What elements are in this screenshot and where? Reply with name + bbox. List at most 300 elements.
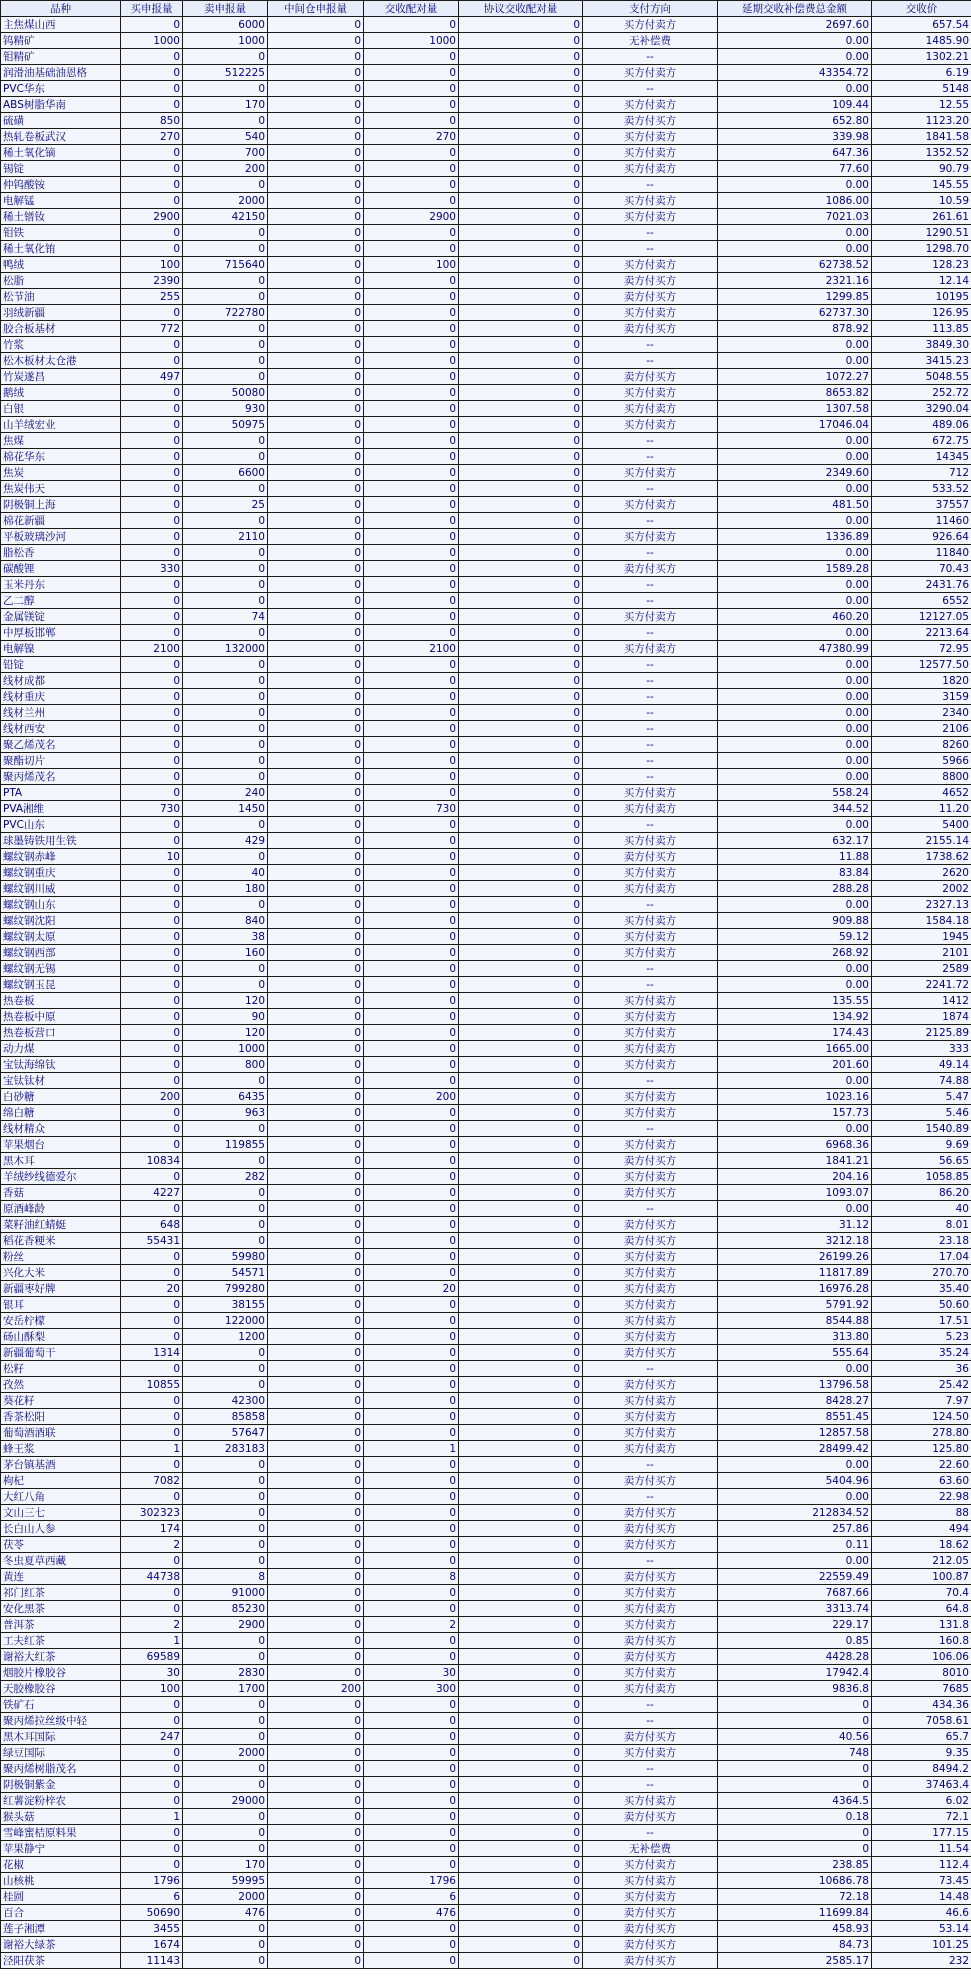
cell-sell-declared: 0	[183, 753, 268, 769]
cell-variety: 聚酯切片	[1, 753, 121, 769]
cell-payment-direction: 买方付卖方	[583, 1281, 718, 1297]
cell-intermediate-declared: 0	[268, 913, 364, 929]
table-row	[1, 225, 971, 241]
cell-deferred-compensation: 84.73	[718, 1937, 872, 1953]
table-row	[1, 465, 971, 481]
cell-payment-direction: --	[583, 1073, 718, 1089]
cell-matched-volume: 0	[364, 1729, 459, 1745]
cell-intermediate-declared: 0	[268, 705, 364, 721]
header-variety: 品种	[1, 1, 121, 17]
table-row	[1, 1793, 971, 1809]
cell-payment-direction: 买方付卖方	[583, 401, 718, 417]
table-row	[1, 1137, 971, 1153]
cell-agreement-matched-volume: 0	[459, 849, 583, 865]
table-row	[1, 577, 971, 593]
table-row	[1, 993, 971, 1009]
cell-matched-volume: 20	[364, 1281, 459, 1297]
cell-buy-declared: 0	[121, 1553, 183, 1569]
cell-intermediate-declared: 0	[268, 721, 364, 737]
cell-payment-direction: --	[583, 961, 718, 977]
cell-buy-declared: 0	[121, 1201, 183, 1217]
cell-agreement-matched-volume: 0	[459, 1697, 583, 1713]
cell-settlement-price: 11460	[872, 513, 971, 529]
cell-variety: 银耳	[1, 1297, 121, 1313]
cell-matched-volume: 0	[364, 609, 459, 625]
cell-agreement-matched-volume: 0	[459, 577, 583, 593]
cell-buy-declared: 0	[121, 993, 183, 1009]
cell-payment-direction: 卖方付买方	[583, 1377, 718, 1393]
cell-variety: 冬虫夏草西藏	[1, 1553, 121, 1569]
cell-agreement-matched-volume: 0	[459, 273, 583, 289]
cell-intermediate-declared: 0	[268, 161, 364, 177]
cell-sell-declared: 715640	[183, 257, 268, 273]
cell-sell-declared: 0	[183, 177, 268, 193]
cell-settlement-price: 50.60	[872, 1297, 971, 1313]
cell-variety: 线材精众	[1, 1121, 121, 1137]
cell-sell-declared: 0	[183, 321, 268, 337]
cell-settlement-price: 8494.2	[872, 1761, 971, 1777]
cell-payment-direction: 卖方付买方	[583, 289, 718, 305]
cell-agreement-matched-volume: 0	[459, 161, 583, 177]
table-row	[1, 257, 971, 273]
cell-intermediate-declared: 0	[268, 433, 364, 449]
cell-payment-direction: 卖方付买方	[583, 1921, 718, 1937]
cell-payment-direction: 买方付卖方	[583, 1745, 718, 1761]
cell-agreement-matched-volume: 0	[459, 1361, 583, 1377]
cell-buy-declared: 3455	[121, 1921, 183, 1937]
cell-intermediate-declared: 0	[268, 673, 364, 689]
cell-buy-declared: 0	[121, 1761, 183, 1777]
cell-buy-declared: 6	[121, 1889, 183, 1905]
cell-matched-volume: 0	[364, 1137, 459, 1153]
cell-deferred-compensation: 0.00	[718, 753, 872, 769]
cell-settlement-price: 11.20	[872, 801, 971, 817]
cell-payment-direction: 买方付卖方	[583, 1041, 718, 1057]
cell-settlement-price: 278.80	[872, 1425, 971, 1441]
cell-intermediate-declared: 0	[268, 1233, 364, 1249]
cell-settlement-price: 5966	[872, 753, 971, 769]
cell-deferred-compensation: 0.00	[718, 977, 872, 993]
cell-matched-volume: 0	[364, 289, 459, 305]
cell-settlement-price: 926.64	[872, 529, 971, 545]
cell-buy-declared: 0	[121, 1249, 183, 1265]
cell-variety: 钨精矿	[1, 33, 121, 49]
cell-variety: 竹浆	[1, 337, 121, 353]
cell-variety: 螺纹钢沈阳	[1, 913, 121, 929]
table-row	[1, 1345, 971, 1361]
cell-sell-declared: 0	[183, 369, 268, 385]
table-row	[1, 1921, 971, 1937]
cell-intermediate-declared: 0	[268, 1025, 364, 1041]
cell-agreement-matched-volume: 0	[459, 1649, 583, 1665]
cell-agreement-matched-volume: 0	[459, 1921, 583, 1937]
cell-intermediate-declared: 0	[268, 97, 364, 113]
cell-deferred-compensation: 909.88	[718, 913, 872, 929]
cell-buy-declared: 0	[121, 689, 183, 705]
cell-settlement-price: 6552	[872, 593, 971, 609]
cell-sell-declared: 38155	[183, 1297, 268, 1313]
cell-variety: 安岳柠檬	[1, 1313, 121, 1329]
cell-payment-direction: 卖方付买方	[583, 1521, 718, 1537]
cell-intermediate-declared: 0	[268, 1697, 364, 1713]
cell-sell-declared: 6600	[183, 465, 268, 481]
cell-variety: 山羊绒宏业	[1, 417, 121, 433]
cell-variety: 黑木耳	[1, 1153, 121, 1169]
cell-payment-direction: 买方付卖方	[583, 865, 718, 881]
cell-variety: 桂圆	[1, 1889, 121, 1905]
cell-settlement-price: 177.15	[872, 1825, 971, 1841]
table-row	[1, 1025, 971, 1041]
cell-deferred-compensation: 11817.89	[718, 1265, 872, 1281]
cell-matched-volume: 0	[364, 705, 459, 721]
cell-payment-direction: 买方付卖方	[583, 1617, 718, 1633]
cell-settlement-price: 2125.89	[872, 1025, 971, 1041]
cell-agreement-matched-volume: 0	[459, 1217, 583, 1233]
cell-variety: 脂松香	[1, 545, 121, 561]
cell-settlement-price: 160.8	[872, 1633, 971, 1649]
cell-deferred-compensation: 31.12	[718, 1217, 872, 1233]
cell-payment-direction: --	[583, 1361, 718, 1377]
cell-deferred-compensation: 0.00	[718, 769, 872, 785]
cell-sell-declared: 0	[183, 1457, 268, 1473]
cell-deferred-compensation: 2585.17	[718, 1953, 872, 1969]
cell-deferred-compensation: 47380.99	[718, 641, 872, 657]
cell-settlement-price: 3415.23	[872, 353, 971, 369]
cell-payment-direction: 卖方付买方	[583, 369, 718, 385]
cell-intermediate-declared: 0	[268, 1601, 364, 1617]
cell-payment-direction: 卖方付买方	[583, 1537, 718, 1553]
table-row	[1, 1761, 971, 1777]
cell-buy-declared: 0	[121, 145, 183, 161]
cell-matched-volume: 0	[364, 513, 459, 529]
cell-settlement-price: 7685	[872, 1681, 971, 1697]
cell-matched-volume: 0	[364, 833, 459, 849]
cell-intermediate-declared: 0	[268, 1953, 364, 1969]
cell-settlement-price: 3290.04	[872, 401, 971, 417]
cell-variety: 山核桃	[1, 1873, 121, 1889]
cell-deferred-compensation: 17942.4	[718, 1665, 872, 1681]
header-payment-direction: 支付方向	[583, 1, 718, 17]
cell-sell-declared: 0	[183, 49, 268, 65]
cell-variety: PVC华东	[1, 81, 121, 97]
table-row	[1, 529, 971, 545]
cell-settlement-price: 73.45	[872, 1873, 971, 1889]
cell-variety: 焦煤	[1, 433, 121, 449]
cell-sell-declared: 90	[183, 1009, 268, 1025]
cell-buy-declared: 0	[121, 401, 183, 417]
cell-variety: 蜂王浆	[1, 1441, 121, 1457]
table-row	[1, 945, 971, 961]
cell-sell-declared: 0	[183, 737, 268, 753]
cell-agreement-matched-volume: 0	[459, 1457, 583, 1473]
cell-agreement-matched-volume: 0	[459, 1841, 583, 1857]
cell-variety: 金属镁锭	[1, 609, 121, 625]
cell-matched-volume: 0	[364, 1249, 459, 1265]
cell-buy-declared: 0	[121, 977, 183, 993]
cell-sell-declared: 0	[183, 673, 268, 689]
cell-sell-declared: 512225	[183, 65, 268, 81]
cell-matched-volume: 0	[364, 1777, 459, 1793]
cell-agreement-matched-volume: 0	[459, 1281, 583, 1297]
cell-deferred-compensation: 28499.42	[718, 1441, 872, 1457]
cell-agreement-matched-volume: 0	[459, 1937, 583, 1953]
cell-intermediate-declared: 0	[268, 401, 364, 417]
cell-buy-declared: 0	[121, 1713, 183, 1729]
cell-sell-declared: 0	[183, 449, 268, 465]
cell-intermediate-declared: 0	[268, 641, 364, 657]
cell-deferred-compensation: 0.00	[718, 689, 872, 705]
cell-deferred-compensation: 0.00	[718, 177, 872, 193]
table-row	[1, 1121, 971, 1137]
cell-deferred-compensation: 0	[718, 1841, 872, 1857]
cell-matched-volume: 0	[364, 1297, 459, 1313]
table-row	[1, 305, 971, 321]
cell-settlement-price: 53.14	[872, 1921, 971, 1937]
cell-matched-volume: 0	[364, 1505, 459, 1521]
table-row	[1, 1153, 971, 1169]
table-row	[1, 1409, 971, 1425]
cell-buy-declared: 0	[121, 49, 183, 65]
cell-buy-declared: 0	[121, 17, 183, 33]
cell-buy-declared: 0	[121, 1793, 183, 1809]
cell-variety: 谢裕大红茶	[1, 1649, 121, 1665]
cell-intermediate-declared: 0	[268, 833, 364, 849]
table-row	[1, 929, 971, 945]
cell-agreement-matched-volume: 0	[459, 1825, 583, 1841]
cell-matched-volume: 0	[364, 657, 459, 673]
cell-sell-declared: 0	[183, 81, 268, 97]
cell-buy-declared: 0	[121, 913, 183, 929]
cell-buy-declared: 0	[121, 1457, 183, 1473]
cell-intermediate-declared: 0	[268, 1521, 364, 1537]
cell-matched-volume: 0	[364, 961, 459, 977]
cell-matched-volume: 270	[364, 129, 459, 145]
cell-variety: 焦炭	[1, 465, 121, 481]
cell-payment-direction: --	[583, 737, 718, 753]
cell-settlement-price: 90.79	[872, 161, 971, 177]
cell-agreement-matched-volume: 0	[459, 1249, 583, 1265]
cell-buy-declared: 0	[121, 705, 183, 721]
table-row	[1, 1873, 971, 1889]
cell-sell-declared: 0	[183, 481, 268, 497]
cell-deferred-compensation: 0.00	[718, 225, 872, 241]
table-row	[1, 1473, 971, 1489]
cell-payment-direction: 买方付卖方	[583, 161, 718, 177]
cell-matched-volume: 0	[364, 753, 459, 769]
cell-variety: 热卷板营口	[1, 1025, 121, 1041]
cell-variety: 猴头菇	[1, 1809, 121, 1825]
cell-deferred-compensation: 8551.45	[718, 1409, 872, 1425]
cell-agreement-matched-volume: 0	[459, 97, 583, 113]
cell-intermediate-declared: 0	[268, 1569, 364, 1585]
cell-payment-direction: 卖方付买方	[583, 1729, 718, 1745]
cell-deferred-compensation: 8544.88	[718, 1313, 872, 1329]
cell-matched-volume: 0	[364, 1793, 459, 1809]
cell-variety: 天胶橡胶谷	[1, 1681, 121, 1697]
table-row	[1, 433, 971, 449]
cell-payment-direction: 卖方付买方	[583, 849, 718, 865]
cell-variety: 阴极铜紫金	[1, 1777, 121, 1793]
table-row	[1, 1377, 971, 1393]
cell-deferred-compensation: 3212.18	[718, 1233, 872, 1249]
table-row	[1, 785, 971, 801]
cell-intermediate-declared: 0	[268, 1169, 364, 1185]
cell-agreement-matched-volume: 0	[459, 961, 583, 977]
cell-deferred-compensation: 7687.66	[718, 1585, 872, 1601]
cell-agreement-matched-volume: 0	[459, 1377, 583, 1393]
cell-sell-declared: 930	[183, 401, 268, 417]
table-body	[1, 17, 971, 1969]
cell-variety: 安化黑茶	[1, 1601, 121, 1617]
cell-agreement-matched-volume: 0	[459, 337, 583, 353]
cell-agreement-matched-volume: 0	[459, 721, 583, 737]
cell-deferred-compensation: 22559.49	[718, 1569, 872, 1585]
cell-agreement-matched-volume: 0	[459, 1025, 583, 1041]
cell-matched-volume: 0	[364, 1377, 459, 1393]
cell-payment-direction: 买方付卖方	[583, 129, 718, 145]
cell-payment-direction: 买方付卖方	[583, 1393, 718, 1409]
table-row	[1, 641, 971, 657]
cell-payment-direction: --	[583, 897, 718, 913]
cell-agreement-matched-volume: 0	[459, 705, 583, 721]
cell-intermediate-declared: 0	[268, 1057, 364, 1073]
cell-deferred-compensation: 83.84	[718, 865, 872, 881]
cell-variety: 苹果静宁	[1, 1841, 121, 1857]
cell-payment-direction: --	[583, 545, 718, 561]
cell-payment-direction: 买方付卖方	[583, 1681, 718, 1697]
cell-buy-declared: 0	[121, 481, 183, 497]
cell-intermediate-declared: 0	[268, 1617, 364, 1633]
cell-matched-volume: 0	[364, 1265, 459, 1281]
cell-matched-volume: 0	[364, 1649, 459, 1665]
cell-matched-volume: 0	[364, 577, 459, 593]
cell-intermediate-declared: 0	[268, 449, 364, 465]
cell-sell-declared: 50080	[183, 385, 268, 401]
cell-intermediate-declared: 0	[268, 353, 364, 369]
cell-sell-declared: 122000	[183, 1313, 268, 1329]
cell-deferred-compensation: 62738.52	[718, 257, 872, 273]
cell-sell-declared: 0	[183, 705, 268, 721]
cell-settlement-price: 100.87	[872, 1569, 971, 1585]
cell-agreement-matched-volume: 0	[459, 1585, 583, 1601]
cell-intermediate-declared: 0	[268, 1377, 364, 1393]
table-row	[1, 449, 971, 465]
cell-variety: 香茶松阳	[1, 1409, 121, 1425]
cell-variety: 碳酸锂	[1, 561, 121, 577]
cell-sell-declared: 0	[183, 513, 268, 529]
cell-sell-declared: 0	[183, 1761, 268, 1777]
cell-buy-declared: 0	[121, 65, 183, 81]
header-matched-volume: 交收配对量	[364, 1, 459, 17]
cell-variety: 热卷板中原	[1, 1009, 121, 1025]
cell-variety: 谢裕大绿茶	[1, 1937, 121, 1953]
cell-matched-volume: 476	[364, 1905, 459, 1921]
table-row	[1, 1281, 971, 1297]
cell-intermediate-declared: 0	[268, 977, 364, 993]
table-row	[1, 1601, 971, 1617]
cell-payment-direction: 买方付卖方	[583, 145, 718, 161]
cell-deferred-compensation: 11699.84	[718, 1905, 872, 1921]
cell-variety: 红薯淀粉梓农	[1, 1793, 121, 1809]
cell-intermediate-declared: 0	[268, 897, 364, 913]
cell-settlement-price: 261.61	[872, 209, 971, 225]
cell-agreement-matched-volume: 0	[459, 1761, 583, 1777]
cell-buy-declared: 20	[121, 1281, 183, 1297]
cell-sell-declared: 0	[183, 1953, 268, 1969]
cell-buy-declared: 0	[121, 449, 183, 465]
cell-payment-direction: 买方付卖方	[583, 305, 718, 321]
cell-agreement-matched-volume: 0	[459, 593, 583, 609]
cell-variety: 稀土镨钕	[1, 209, 121, 225]
cell-sell-declared: 1700	[183, 1681, 268, 1697]
cell-variety: 稻花香粳米	[1, 1233, 121, 1249]
cell-settlement-price: 8010	[872, 1665, 971, 1681]
cell-settlement-price: 672.75	[872, 433, 971, 449]
cell-payment-direction: 买方付卖方	[583, 1793, 718, 1809]
cell-agreement-matched-volume: 0	[459, 1185, 583, 1201]
cell-variety: 黄连	[1, 1569, 121, 1585]
cell-intermediate-declared: 0	[268, 1665, 364, 1681]
table-row	[1, 1569, 971, 1585]
cell-matched-volume: 0	[364, 689, 459, 705]
cell-matched-volume: 0	[364, 1921, 459, 1937]
table-row	[1, 545, 971, 561]
cell-deferred-compensation: 0	[718, 1825, 872, 1841]
cell-settlement-price: 49.14	[872, 1057, 971, 1073]
cell-sell-declared: 0	[183, 113, 268, 129]
cell-sell-declared: 0	[183, 273, 268, 289]
cell-intermediate-declared: 0	[268, 1137, 364, 1153]
cell-agreement-matched-volume: 0	[459, 993, 583, 1009]
cell-deferred-compensation: 0.00	[718, 817, 872, 833]
cell-buy-declared: 0	[121, 1041, 183, 1057]
cell-payment-direction: --	[583, 1553, 718, 1569]
cell-agreement-matched-volume: 0	[459, 1153, 583, 1169]
table-row	[1, 497, 971, 513]
cell-matched-volume: 0	[364, 1473, 459, 1489]
cell-payment-direction: 买方付卖方	[583, 609, 718, 625]
table-row	[1, 1649, 971, 1665]
cell-agreement-matched-volume: 0	[459, 1665, 583, 1681]
cell-buy-declared: 100	[121, 1681, 183, 1697]
cell-payment-direction: 买方付卖方	[583, 193, 718, 209]
cell-intermediate-declared: 0	[268, 1249, 364, 1265]
cell-payment-direction: 买方付卖方	[583, 1889, 718, 1905]
cell-deferred-compensation: 212834.52	[718, 1505, 872, 1521]
cell-buy-declared: 0	[121, 97, 183, 113]
cell-agreement-matched-volume: 0	[459, 1409, 583, 1425]
table-row	[1, 97, 971, 113]
cell-variety: ABS树脂华南	[1, 97, 121, 113]
table-row	[1, 145, 971, 161]
cell-intermediate-declared: 0	[268, 145, 364, 161]
cell-agreement-matched-volume: 0	[459, 1809, 583, 1825]
cell-deferred-compensation: 201.60	[718, 1057, 872, 1073]
cell-payment-direction: --	[583, 1457, 718, 1473]
cell-settlement-price: 12127.05	[872, 609, 971, 625]
cell-settlement-price: 22.98	[872, 1489, 971, 1505]
cell-settlement-price: 7.97	[872, 1393, 971, 1409]
cell-intermediate-declared: 0	[268, 1297, 364, 1313]
table-row	[1, 273, 971, 289]
cell-matched-volume: 0	[364, 1313, 459, 1329]
cell-intermediate-declared: 0	[268, 1105, 364, 1121]
cell-settlement-price: 11840	[872, 545, 971, 561]
table-row	[1, 881, 971, 897]
cell-matched-volume: 0	[364, 769, 459, 785]
cell-agreement-matched-volume: 0	[459, 305, 583, 321]
cell-deferred-compensation: 0.00	[718, 33, 872, 49]
